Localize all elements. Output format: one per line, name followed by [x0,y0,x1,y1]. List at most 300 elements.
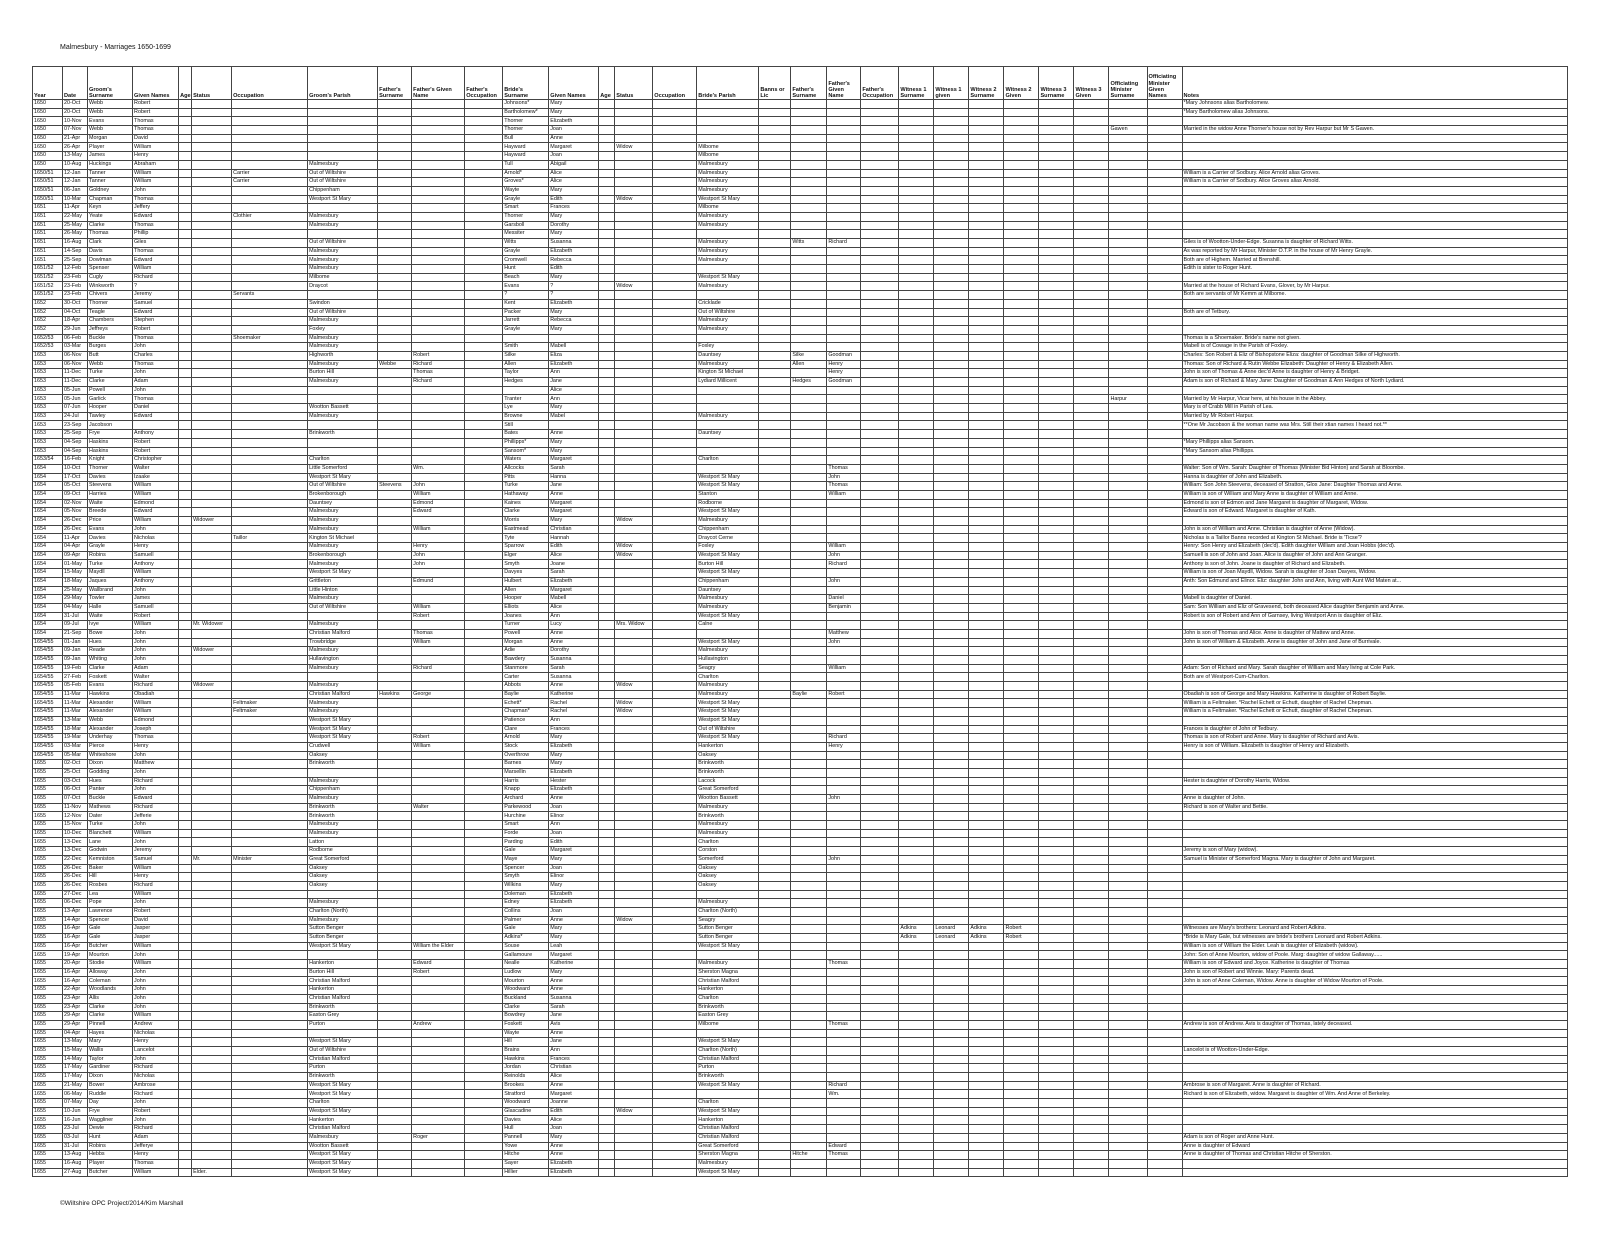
table-cell [465,1151,503,1160]
table-cell: Thomas [827,1020,861,1029]
table-cell: Winkworth [88,282,133,291]
table-cell [827,299,861,308]
table-cell [653,534,697,543]
table-cell [1109,725,1147,734]
table-cell [653,204,697,213]
table-cell: Oaksey [308,751,378,760]
table-cell: Anne [549,1081,599,1090]
column-header: Banns or Lic [759,67,791,100]
table-cell: Thomas [827,464,861,473]
table-cell [465,725,503,734]
table-cell: Malmesbury [697,595,759,604]
table-cell [697,230,759,239]
table-cell [1109,265,1147,274]
table-cell [599,829,615,838]
table-cell [653,986,697,995]
table-cell [179,169,192,178]
table-cell [192,1064,232,1073]
table-cell [412,569,465,578]
table-cell [934,386,969,395]
table-cell: Edward [412,508,465,517]
table-cell [899,942,934,951]
table-cell [759,195,791,204]
table-cell [1182,1125,1567,1134]
table-cell [378,708,412,717]
table-cell [1039,308,1074,317]
table-cell: Hankerton [697,986,759,995]
table-cell [1039,586,1074,595]
table-cell [378,126,412,135]
table-cell [1004,777,1039,786]
table-cell [1004,543,1039,552]
table-cell [1147,716,1182,725]
table-cell [465,186,503,195]
table-cell: Forde [503,829,549,838]
table-cell: Edward [412,960,465,969]
table-row [33,395,1568,404]
table-cell: Malmesbury [308,247,378,256]
table-cell [192,934,232,943]
table-cell: William [133,699,179,708]
table-cell [412,829,465,838]
table-cell [599,386,615,395]
table-cell: Allis [88,994,133,1003]
table-cell [969,621,1004,630]
table-cell [1147,395,1182,404]
table-cell: Price [88,517,133,526]
table-cell [615,734,653,743]
table-cell [899,960,934,969]
table-cell [465,682,503,691]
table-cell [1147,343,1182,352]
table-cell [653,742,697,751]
table-cell: 09-Jan [63,656,88,665]
table-cell: Malmesbury [697,325,759,334]
table-cell [615,404,653,413]
column-header: Officiating Minister Surname [1109,67,1147,100]
table-cell [899,664,934,673]
table-cell: Grayle [88,543,133,552]
table-cell [861,178,899,187]
table-cell [599,378,615,387]
table-cell [791,117,827,126]
table-cell [1147,325,1182,334]
table-cell [1147,838,1182,847]
table-row [33,117,1568,126]
table-cell: 1650/51 [33,195,63,204]
table-cell [1039,881,1074,890]
table-cell [615,334,653,343]
table-cell: Westport St Mary [308,942,378,951]
table-cell [934,812,969,821]
table-cell: Jordan [503,1064,549,1073]
column-header: Age [179,67,192,100]
table-cell [969,438,1004,447]
column-header: Status [192,67,232,100]
table-cell: Easton Grey [308,1012,378,1021]
table-row [33,256,1568,265]
table-cell [899,968,934,977]
table-cell: Webb [88,100,133,109]
table-cell [378,577,412,586]
table-cell [1074,682,1109,691]
table-cell [861,1168,899,1177]
table-cell [1039,152,1074,161]
table-cell [192,186,232,195]
table-cell: Richard [133,1125,179,1134]
table-cell [653,855,697,864]
table-cell: Married by Mr Harpur, Vicar here, at his house in the Abbey. [1182,395,1567,404]
table-cell: Anne [549,986,599,995]
table-cell: Margaret [549,847,599,856]
table-cell [378,456,412,465]
table-cell: Married at the house of Richard Evans, Glover, by Mr Harpur. [1182,282,1567,291]
table-row [33,925,1568,934]
table-cell: Garlick [88,395,133,404]
table-cell [232,143,308,152]
table-cell [615,638,653,647]
table-cell [615,673,653,682]
table-cell [1182,204,1567,213]
table-cell [599,543,615,552]
table-cell [934,621,969,630]
table-cell [232,299,308,308]
table-cell [899,308,934,317]
table-row [33,1151,1568,1160]
table-cell [1074,204,1109,213]
table-cell [1004,586,1039,595]
table-cell [1109,925,1147,934]
table-cell: Out of Wiltshire [308,169,378,178]
table-cell: 1655 [33,777,63,786]
table-cell [412,221,465,230]
table-cell [1039,994,1074,1003]
table-cell: John is son of William and Anne. Christian is daughter of Anne (Widow). [1182,525,1567,534]
table-cell [232,273,308,282]
table-cell [465,1133,503,1142]
table-cell [599,569,615,578]
table-cell: Joan [549,152,599,161]
table-cell: Robins [88,1142,133,1151]
table-cell [412,1003,465,1012]
table-cell: Christopher [133,456,179,465]
table-cell [192,447,232,456]
table-cell: Malmesbury [697,899,759,908]
table-cell: 1654 [33,517,63,526]
table-cell [1004,1151,1039,1160]
table-cell: Henry [133,152,179,161]
table-cell [232,239,308,248]
table-cell [615,1003,653,1012]
table-cell [934,586,969,595]
table-cell [232,586,308,595]
table-cell [861,899,899,908]
table-cell: John [133,186,179,195]
table-cell: Little Hinton [308,586,378,595]
table-cell: Waters [503,456,549,465]
table-cell: Woodward [503,1099,549,1108]
table-cell [192,595,232,604]
table-cell: Kington St Michael [697,369,759,378]
table-cell [412,325,465,334]
table-cell: Robert [133,325,179,334]
table-cell: Abigail [549,160,599,169]
table-cell: 1655 [33,1107,63,1116]
table-cell: Butt [88,351,133,360]
table-cell: Elizabeth [549,768,599,777]
table-cell: Robert [1004,934,1039,943]
table-cell [599,1020,615,1029]
table-cell [697,464,759,473]
table-cell [615,421,653,430]
table-cell [1074,699,1109,708]
table-cell: 1652 [33,317,63,326]
table-cell: 04-Sep [63,438,88,447]
table-cell [465,621,503,630]
table-cell [969,221,1004,230]
table-cell [1074,525,1109,534]
table-cell [653,212,697,221]
table-cell: Widower [192,647,232,656]
table-cell [179,690,192,699]
table-cell [1074,308,1109,317]
table-cell [899,1003,934,1012]
table-cell [1004,195,1039,204]
table-cell: 23-Feb [63,291,88,300]
table-cell [615,490,653,499]
table-cell [791,621,827,630]
table-cell: Widow [615,551,653,560]
table-cell [599,1046,615,1055]
table-cell [378,612,412,621]
table-cell [308,768,378,777]
table-cell [465,508,503,517]
copyright-footer: ©Wiltshire OPC Project/2014/Kim Marshall [60,1200,184,1207]
table-cell [899,994,934,1003]
table-cell: Malmesbury [308,829,378,838]
table-cell [465,430,503,439]
table-cell [599,803,615,812]
table-cell [465,395,503,404]
table-cell: John is son of Thomas and Alice. Anne is daughter of Mattew and Anne. [1182,629,1567,638]
table-cell: Giles [133,239,179,248]
table-cell: William [133,169,179,178]
table-cell [615,473,653,482]
table-cell [465,525,503,534]
table-cell [465,847,503,856]
table-cell [791,803,827,812]
table-cell [861,1073,899,1082]
table-cell [1147,725,1182,734]
table-cell: William [133,1012,179,1021]
table-cell [827,612,861,621]
table-row [33,847,1568,856]
table-cell [1182,716,1567,725]
table-cell: 17-May [63,1064,88,1073]
table-cell [1147,708,1182,717]
table-cell [759,1073,791,1082]
table-cell [1074,760,1109,769]
table-cell: John is son of Thomas & Anne dec'd Anne is daughter of Henry & Bridget. [1182,369,1567,378]
table-cell: Maydll [88,569,133,578]
table-cell [1039,873,1074,882]
table-cell [192,256,232,265]
table-cell [653,378,697,387]
table-cell [1109,629,1147,638]
table-cell [934,456,969,465]
table-cell [934,603,969,612]
table-cell: Alice [549,178,599,187]
table-cell: Jeremy [133,291,179,300]
table-cell: 1654 [33,482,63,491]
table-cell [934,291,969,300]
table-cell: Gale [88,934,133,943]
table-cell [599,890,615,899]
table-cell [192,673,232,682]
table-cell: 1655 [33,986,63,995]
table-cell [412,821,465,830]
table-cell: Mabell is daughter of Daniel. [1182,595,1567,604]
table-cell [232,1038,308,1047]
table-cell: Malmesbury [308,317,378,326]
table-cell [1147,1003,1182,1012]
table-cell [934,282,969,291]
table-cell: 1650/51 [33,178,63,187]
table-cell [1109,1142,1147,1151]
table-cell [1182,273,1567,282]
table-cell [861,160,899,169]
table-cell [827,1159,861,1168]
table-cell: Grayle [503,325,549,334]
table-cell [827,447,861,456]
table-cell [1147,195,1182,204]
table-cell: John [133,968,179,977]
table-cell [697,134,759,143]
table-cell: Mary [549,273,599,282]
table-cell [179,725,192,734]
table-row [33,1107,1568,1116]
table-cell [378,586,412,595]
table-cell [759,708,791,717]
table-cell [1109,325,1147,334]
table-cell [827,508,861,517]
table-cell [653,838,697,847]
table-cell: 12-Nov [63,812,88,821]
table-cell [791,291,827,300]
table-cell [1039,412,1074,421]
table-cell: 1651/52 [33,273,63,282]
table-cell [465,256,503,265]
table-cell [192,273,232,282]
table-cell [791,490,827,499]
table-cell [1004,690,1039,699]
table-cell [1004,508,1039,517]
table-cell [615,464,653,473]
table-cell [899,1012,934,1021]
table-cell [412,291,465,300]
table-cell [615,838,653,847]
table-cell [969,916,1004,925]
table-cell [1147,256,1182,265]
table-cell: Wm. [412,464,465,473]
table-cell [179,977,192,986]
table-cell [1109,1081,1147,1090]
table-cell: Lacock [697,777,759,786]
table-cell [378,1133,412,1142]
table-cell [653,925,697,934]
table-cell [861,551,899,560]
table-cell [1004,1099,1039,1108]
table-cell: Stodie [88,960,133,969]
table-cell [1109,960,1147,969]
table-cell: Wootton Bassett [308,1142,378,1151]
table-cell [899,812,934,821]
table-cell [653,690,697,699]
table-cell [412,812,465,821]
table-row [33,751,1568,760]
table-cell [232,1107,308,1116]
table-cell [759,777,791,786]
table-cell [899,786,934,795]
table-cell: 1654/55 [33,690,63,699]
table-cell [1039,247,1074,256]
table-cell [179,438,192,447]
table-cell [1109,916,1147,925]
table-cell [791,1159,827,1168]
table-cell [791,838,827,847]
table-cell [599,499,615,508]
table-cell [1109,777,1147,786]
table-cell [1182,1116,1567,1125]
table-cell: 1653 [33,378,63,387]
table-cell [599,1159,615,1168]
table-cell [232,1029,308,1038]
table-cell [1109,603,1147,612]
table-cell: Yeate [88,212,133,221]
table-cell [791,1125,827,1134]
table-cell [503,386,549,395]
table-cell [1147,378,1182,387]
table-cell: 1655 [33,768,63,777]
table-cell [899,612,934,621]
table-row [33,638,1568,647]
table-cell [412,256,465,265]
table-cell [969,708,1004,717]
table-cell: John [827,638,861,647]
table-cell: Westport St Mary [308,569,378,578]
table-cell: Clarke [88,378,133,387]
table-cell: Waite [88,499,133,508]
table-cell [969,273,1004,282]
table-cell [969,960,1004,969]
table-cell [653,100,697,109]
table-cell [934,1151,969,1160]
table-cell: Hathaway [503,490,549,499]
table-cell [1109,482,1147,491]
table-cell: Chippenham [697,577,759,586]
table-cell [861,968,899,977]
table-cell [899,499,934,508]
table-cell: Bates [503,430,549,439]
table-cell [759,473,791,482]
table-cell: 11-Mar [63,690,88,699]
table-cell [1182,873,1567,882]
table-cell: 11-Mar [63,699,88,708]
table-cell [412,404,465,413]
table-cell: Trowbridge [308,638,378,647]
table-cell: Carrier [232,169,308,178]
table-cell [1182,221,1567,230]
